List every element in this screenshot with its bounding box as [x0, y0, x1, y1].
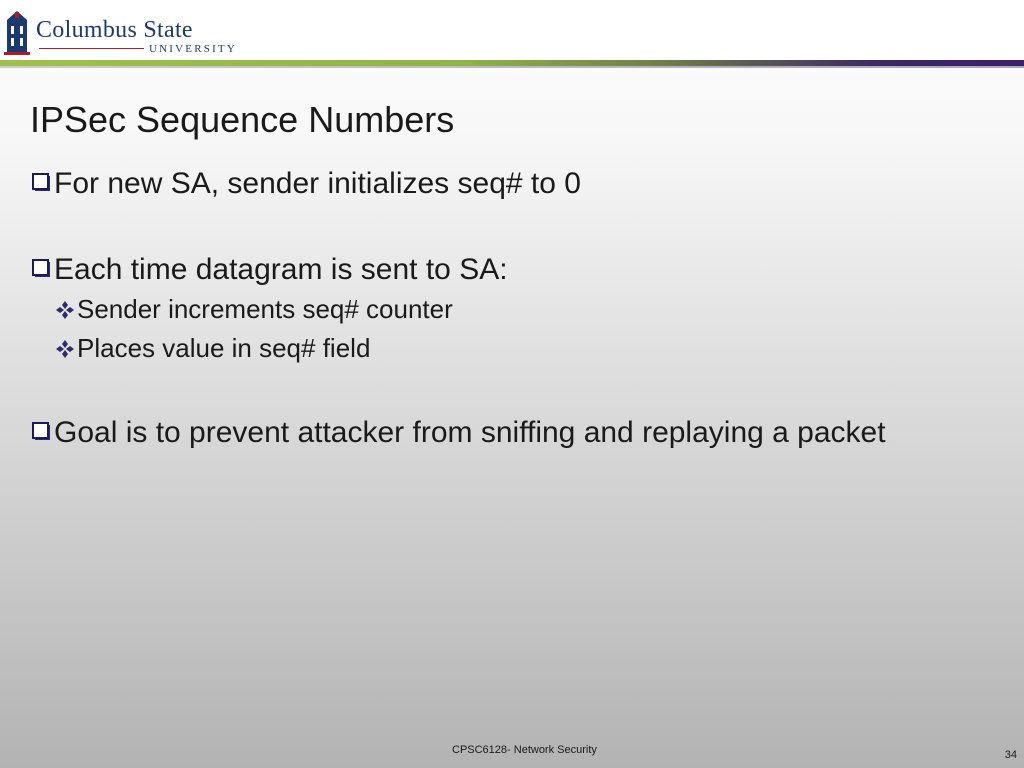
footer-course-name: CPSC6128- Network Security [452, 744, 597, 756]
hollow-square-bullet-icon [32, 412, 54, 442]
diamond-bullet-icon [55, 331, 77, 357]
slide-title: IPSec Sequence Numbers [30, 99, 455, 140]
sub-bullet-item [55, 331, 370, 365]
sub-bullet-text: Sender increments seq# counter [77, 294, 453, 324]
hollow-square-bullet-icon [32, 163, 54, 193]
bullet-item [32, 163, 581, 205]
header-band-shadow [0, 66, 1024, 68]
bullet-text: Each time datagram is sent to SA: [54, 253, 508, 286]
page-number: 34 [1004, 749, 1017, 761]
logo-subtitle: UNIVERSITY [149, 43, 237, 55]
tower-logo-icon [4, 10, 30, 56]
hollow-square-bullet-icon [32, 249, 54, 279]
bullet-text: For new SA, sender initializes seq# to 0 [54, 167, 581, 200]
bullet-text: Goal is to prevent attacker from sniffing and replaying a packet [54, 416, 886, 449]
bullet-item [32, 412, 954, 454]
sub-bullet-text: Places value in seq# field [77, 333, 371, 363]
sub-bullet-item [55, 292, 453, 326]
slide-header [0, 0, 1024, 62]
university-logo [4, 10, 244, 58]
logo-rule [39, 48, 144, 49]
bullet-item [32, 249, 508, 291]
diamond-bullet-icon [55, 292, 77, 318]
logo-wordmark: Columbus State [36, 17, 193, 43]
